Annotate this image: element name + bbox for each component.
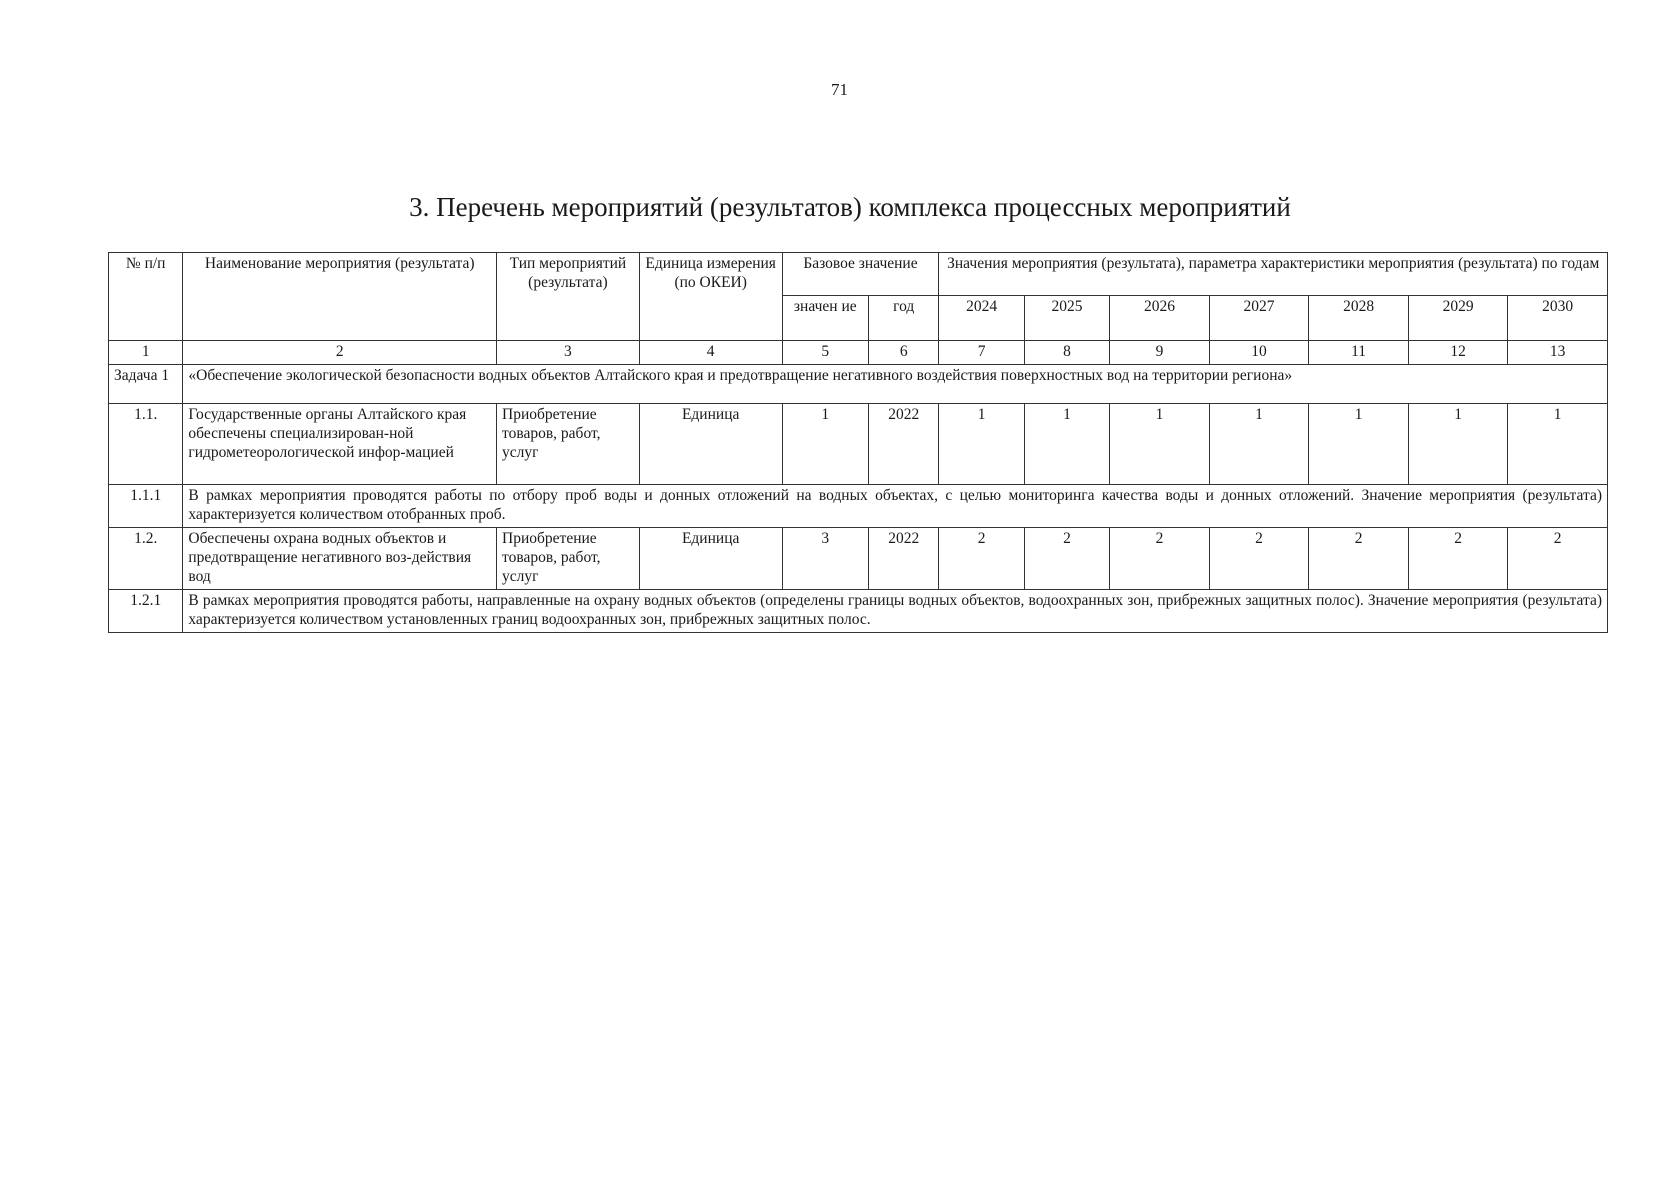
column-number: 6 [869, 341, 939, 365]
row-num: 1.1. [109, 403, 183, 484]
header-year: 2025 [1024, 296, 1109, 341]
row-unit: Единица [639, 527, 782, 589]
row-year-value: 2 [939, 527, 1024, 589]
row-type: Приобретение товаров, работ, услуг [497, 527, 640, 589]
header-year: 2024 [939, 296, 1024, 341]
row-num: 1.2. [109, 527, 183, 589]
description-text: В рамках мероприятия проводятся работы, направленные на охрану водных объектов (определены границы водных объектов, водоохранных зон, прибрежных защитных полос). Значение мероприятия (результата) характеризуется количеством установленных границ водоохранных зон, прибрежных защитных полос. [183, 589, 1608, 632]
row-name: Государственные органы Алтайского края обеспечены специализирован-ной гидрометеорологической инфор-мацией [183, 403, 497, 484]
column-number: 13 [1508, 341, 1608, 365]
column-number-row [109, 341, 1608, 365]
column-number: 1 [109, 341, 183, 365]
header-row [109, 253, 1608, 296]
page-number: 71 [831, 80, 848, 99]
row-year-value: 1 [939, 403, 1024, 484]
column-number: 4 [639, 341, 782, 365]
measures-table [108, 252, 1608, 633]
column-number: 10 [1209, 341, 1309, 365]
header-base-year: год [869, 296, 939, 341]
column-number: 11 [1309, 341, 1409, 365]
table-row [109, 403, 1608, 484]
header-name: Наименование мероприятия (результата) [183, 253, 497, 341]
column-number: 9 [1110, 341, 1210, 365]
row-base-year: 2022 [869, 403, 939, 484]
column-number: 5 [782, 341, 868, 365]
column-number: 2 [183, 341, 497, 365]
row-year-value: 1 [1024, 403, 1109, 484]
header-num: № п/п [109, 253, 183, 341]
row-year-value: 2 [1408, 527, 1508, 589]
header-values-group: Значения мероприятия (результата), параметра характеристики мероприятия (результата) по годам [939, 253, 1608, 296]
column-number: 3 [497, 341, 640, 365]
description-text: В рамках мероприятия проводятся работы по отбору проб воды и донных отложений на водных объектах, с целью мониторинга качества воды и донных отложений. Значение мероприятия (результата) характеризуется количеством отобранных проб. [183, 484, 1608, 527]
row-year-value: 2 [1209, 527, 1309, 589]
header-base-value: значен ие [782, 296, 868, 341]
row-year-value: 1 [1508, 403, 1608, 484]
header-unit: Единица измерения (по ОКЕИ) [639, 253, 782, 341]
row-base-year: 2022 [869, 527, 939, 589]
row-year-value: 1 [1209, 403, 1309, 484]
header-year: 2028 [1309, 296, 1409, 341]
table-row [109, 527, 1608, 589]
row-year-value: 2 [1508, 527, 1608, 589]
row-unit: Единица [639, 403, 782, 484]
task-row [109, 364, 1608, 403]
row-year-value: 1 [1110, 403, 1210, 484]
header-base: Базовое значение [782, 253, 939, 296]
column-number: 8 [1024, 341, 1109, 365]
section-title: 3. Перечень мероприятий (результатов) комплекса процессных мероприятий [409, 192, 1291, 222]
description-row [109, 484, 1608, 527]
description-num: 1.2.1 [109, 589, 183, 632]
header-year: 2030 [1508, 296, 1608, 341]
row-type: Приобретение товаров, работ, услуг [497, 403, 640, 484]
row-year-value: 1 [1309, 403, 1409, 484]
header-type: Тип мероприятий (результата) [497, 253, 640, 341]
row-base-value: 3 [782, 527, 868, 589]
task-label: Задача 1 [109, 364, 183, 403]
description-num: 1.1.1 [109, 484, 183, 527]
row-name: Обеспечены охрана водных объектов и предотвращение негативного воз-действия вод [183, 527, 497, 589]
description-row [109, 589, 1608, 632]
row-year-value: 1 [1408, 403, 1508, 484]
row-year-value: 2 [1024, 527, 1109, 589]
row-year-value: 2 [1309, 527, 1409, 589]
row-year-value: 2 [1110, 527, 1210, 589]
header-year: 2027 [1209, 296, 1309, 341]
column-number: 7 [939, 341, 1024, 365]
header-year: 2026 [1110, 296, 1210, 341]
row-base-value: 1 [782, 403, 868, 484]
task-text: «Обеспечение экологической безопасности водных объектов Алтайского края и предотвращение негативного воздействия поверхностных вод на территории региона» [183, 364, 1608, 403]
column-number: 12 [1408, 341, 1508, 365]
header-year: 2029 [1408, 296, 1508, 341]
